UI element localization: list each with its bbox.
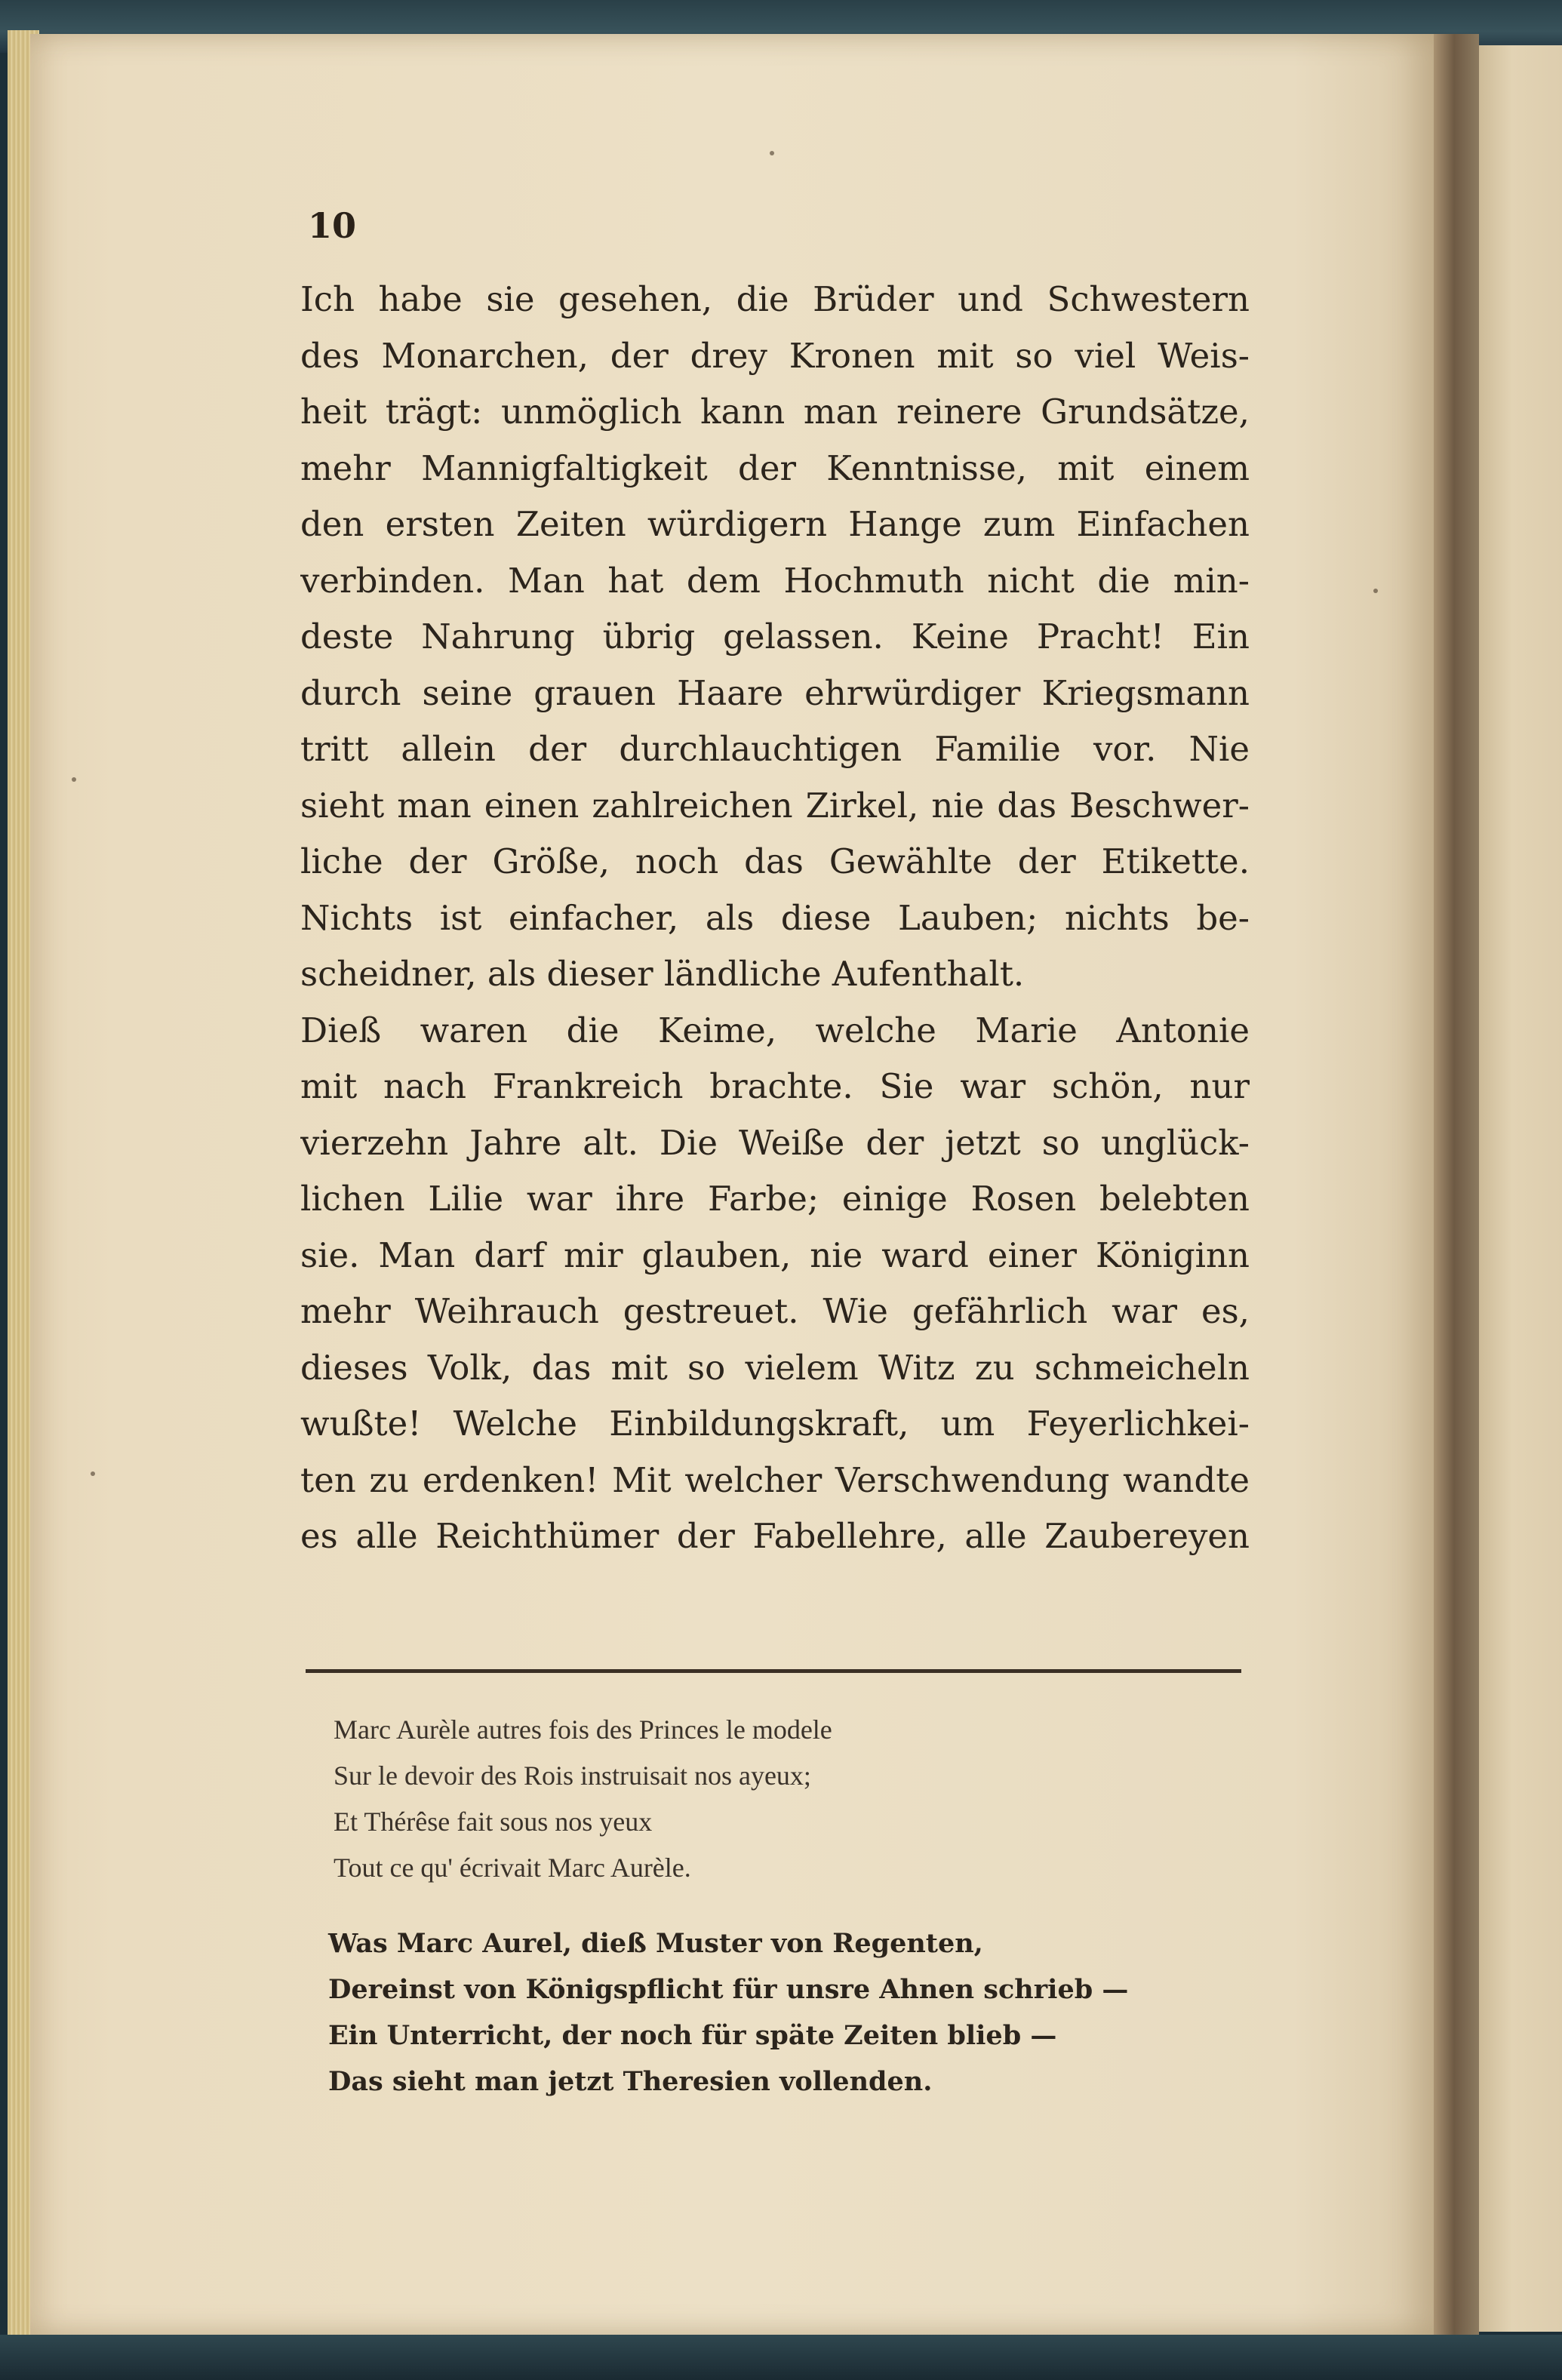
text-line: durch seine grauen Haare ehrwürdiger Kriegsmann <box>300 672 1250 713</box>
text-line: verbinden. Man hat dem Hochmuth nicht die min- <box>300 560 1250 601</box>
text-line: scheidner, als dieser ländliche Aufenthalt. <box>300 954 1025 994</box>
book-cover-bottom-edge <box>0 2335 1562 2380</box>
verse-line: Was Marc Aurel, dieß Muster von Regenten, <box>328 1928 983 1959</box>
footnote-french-verse <box>334 1707 1164 1891</box>
verse-line: Et Thérêse fait sous nos yeux <box>334 1807 653 1837</box>
text-line: Nichts ist einfacher, als diese Lauben; nichts be- <box>300 897 1250 938</box>
footnote-divider <box>306 1669 1241 1673</box>
page-number: 10 <box>308 205 357 246</box>
text-line: tritt allein der durchlauchtigen Familie vor. Nie <box>300 729 1250 769</box>
paper-speck <box>91 1471 95 1476</box>
verse-line: Das sieht man jetzt Theresien vollenden. <box>328 2066 933 2097</box>
text-line: sieht man einen zahlreichen Zirkel, nie das Beschwer- <box>300 785 1250 826</box>
text-line: es alle Reichthümer der Fabellehre, alle Zaubereyen <box>300 1516 1250 1556</box>
facing-page-edge <box>1479 45 1562 2332</box>
text-line: liche der Größe, noch das Gewählte der Etikette. <box>300 841 1250 881</box>
footnote-german-verse <box>328 1920 1234 2105</box>
text-line: deste Nahrung übrig gelassen. Keine Pracht! Ein <box>300 617 1250 656</box>
paper-speck <box>1373 589 1378 593</box>
text-line: dieses Volk, das mit so vielem Witz zu schmeicheln <box>300 1347 1250 1388</box>
verse-line: Tout ce qu' écrivait Marc Aurèle. <box>334 1853 691 1883</box>
verse-line: Sur le devoir des Rois instruisait nos ayeux; <box>334 1760 811 1791</box>
text-line: wußte! Welche Einbildungskraft, um Feyerlichkei- <box>300 1404 1250 1444</box>
text-line: ten zu erdenken! Mit welcher Verschwendung wandte <box>300 1459 1250 1500</box>
text-line: des Monarchen, der drey Kronen mit so viel Weis- <box>300 335 1250 376</box>
text-line: den ersten Zeiten würdigern Hange zum Einfachen <box>300 504 1250 544</box>
text-line: mehr Weihrauch gestreuet. Wie gefährlich war es, <box>300 1291 1250 1331</box>
text-line: mit nach Frankreich brachte. Sie war schön, nur <box>300 1066 1250 1106</box>
text-line: lichen Lilie war ihre Farbe; einige Rosen belebten <box>300 1179 1250 1219</box>
verse-line: Marc Aurèle autres fois des Princes le modele <box>334 1714 832 1745</box>
text-line: sie. Man darf mir glauben, nie ward einer Königinn <box>300 1235 1250 1275</box>
text-line: Dieß waren die Keime, welche Marie Antonie <box>300 1010 1250 1050</box>
text-line: heit trägt: unmöglich kann man reinere Grundsätze, <box>300 392 1250 432</box>
verse-line: Ein Unterricht, der noch für späte Zeiten blieb — <box>328 2020 1057 2051</box>
book-gutter <box>1434 34 1479 2335</box>
text-line: Ich habe sie gesehen, die Brüder und Schwestern <box>300 279 1250 319</box>
main-text-block <box>300 272 1250 1565</box>
paper-speck <box>770 151 774 155</box>
paper-speck <box>72 777 76 782</box>
verse-line: Dereinst von Königspflicht für unsre Ahnen schrieb — <box>328 1974 1129 2005</box>
text-line: mehr Mannigfaltigkeit der Kenntnisse, mit einem <box>300 447 1250 488</box>
text-line: vierzehn Jahre alt. Die Weiße der jetzt so unglück- <box>300 1122 1250 1163</box>
